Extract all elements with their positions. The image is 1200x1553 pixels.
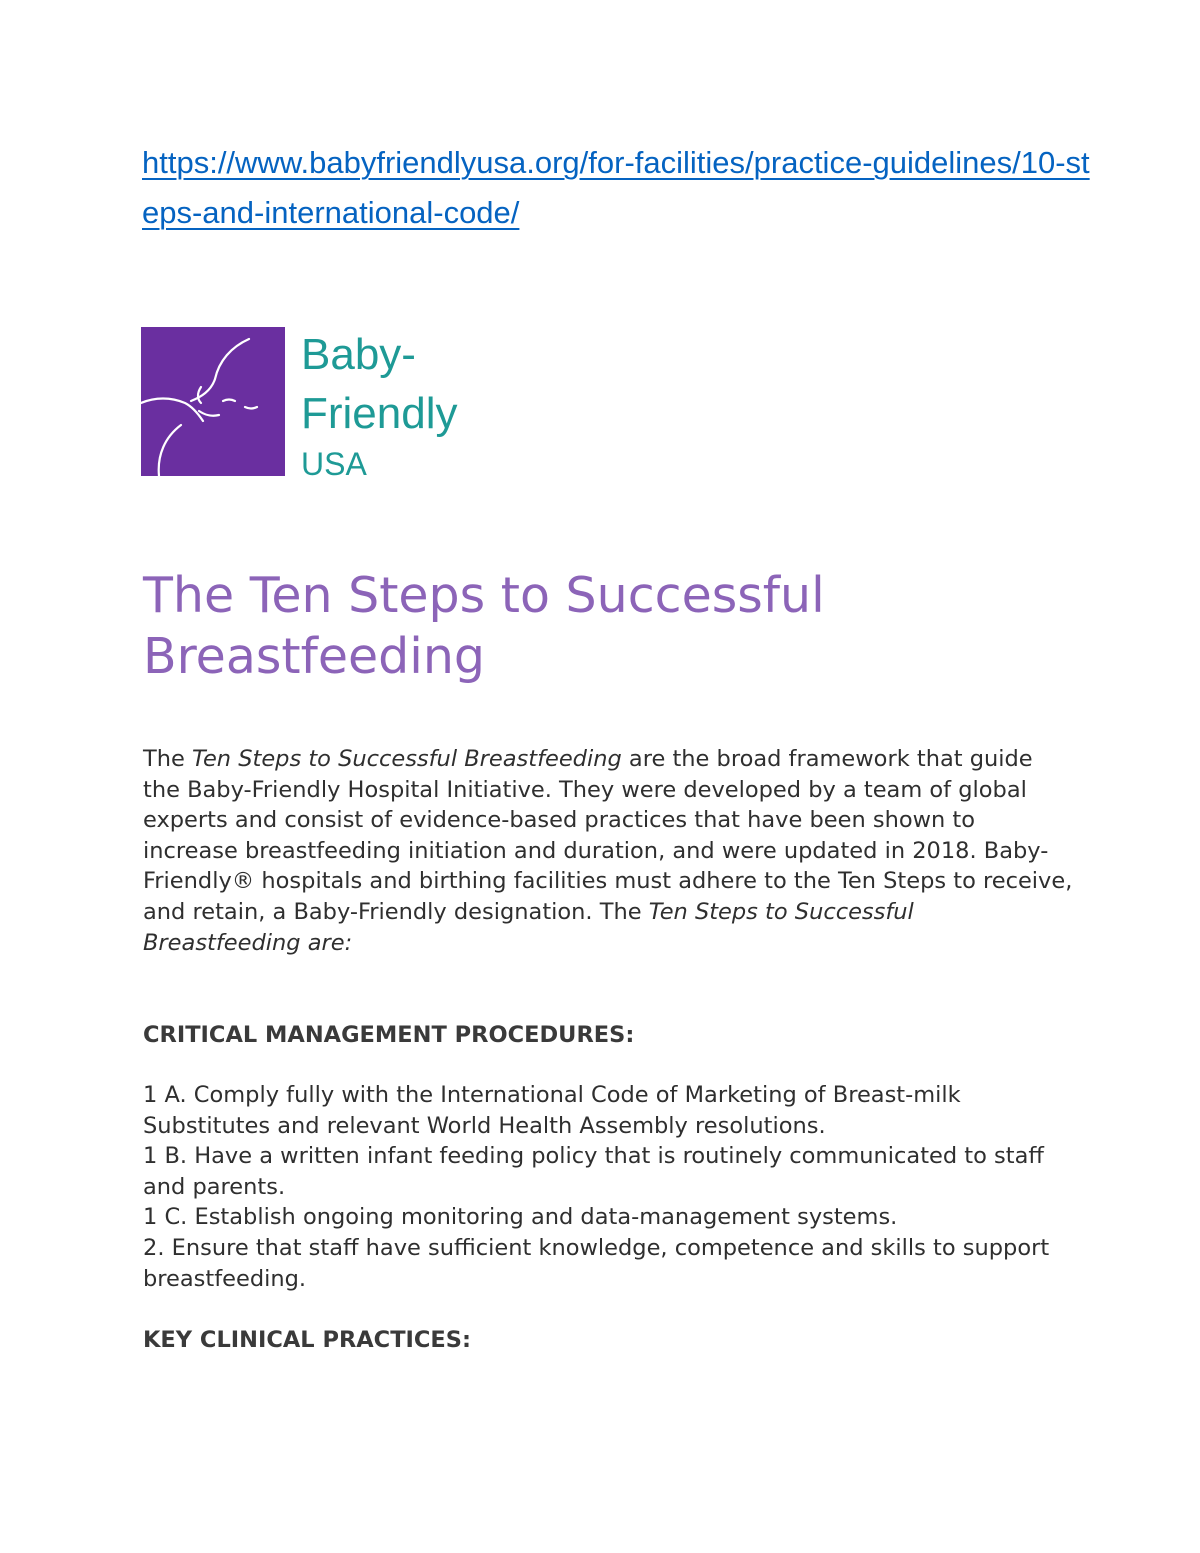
list-item: 2. Ensure that staff have sufficient knowledge, competence and skills to support breastfeeding. — [143, 1234, 1050, 1292]
baby-friendly-usa-logo — [141, 327, 481, 477]
page-title: The Ten Steps to Successful Breastfeeding — [143, 567, 825, 685]
intro-emphasis-1: Ten Steps to Successful Breastfeeding — [192, 746, 622, 772]
critical-steps-list — [143, 1080, 1073, 1294]
list-item: 1 C. Establish ongoing monitoring and data-management systems. — [143, 1204, 898, 1231]
section-heading-clinical: KEY CLINICAL PRACTICES: — [143, 1327, 471, 1353]
logo-square — [141, 327, 285, 476]
intro-paragraph — [143, 744, 1073, 958]
intro-emphasis-2: Ten Steps to Successful Breastfeeding are: — [143, 898, 914, 956]
source-link[interactable]: https://www.babyfriendlyusa.org/for-facilities/practice-guidelines/10-steps-and-international-code/ — [142, 145, 1090, 230]
list-item: 1 A. Comply fully with the International Code of Marketing of Breast-milk Substitutes and relevant World Health Assembly resolutions. — [143, 1082, 961, 1139]
logo-line-1: Baby- — [301, 330, 416, 379]
logo-line-2: Friendly — [301, 389, 458, 438]
intro-text-2: are the broad framework that guide the Baby-Friendly Hospital Initiative. They were developed by a team of global experts and consist of evidence-based practices that have been shown to increase breastfeeding initiation and duration, and were updated in 2018. Baby-Friendly® hospitals and birthing facilities must adhere to the Ten Steps to receive, and retain, a Baby-Friendly designation. The — [143, 746, 1073, 925]
intro-text-1: The — [143, 746, 192, 772]
section-heading-critical: CRITICAL MANAGEMENT PROCEDURES: — [143, 1022, 635, 1048]
logo-line-3: USA — [301, 446, 367, 477]
list-item: 1 B. Have a written infant feeding policy that is routinely communicated to staff and parents. — [143, 1143, 1044, 1200]
